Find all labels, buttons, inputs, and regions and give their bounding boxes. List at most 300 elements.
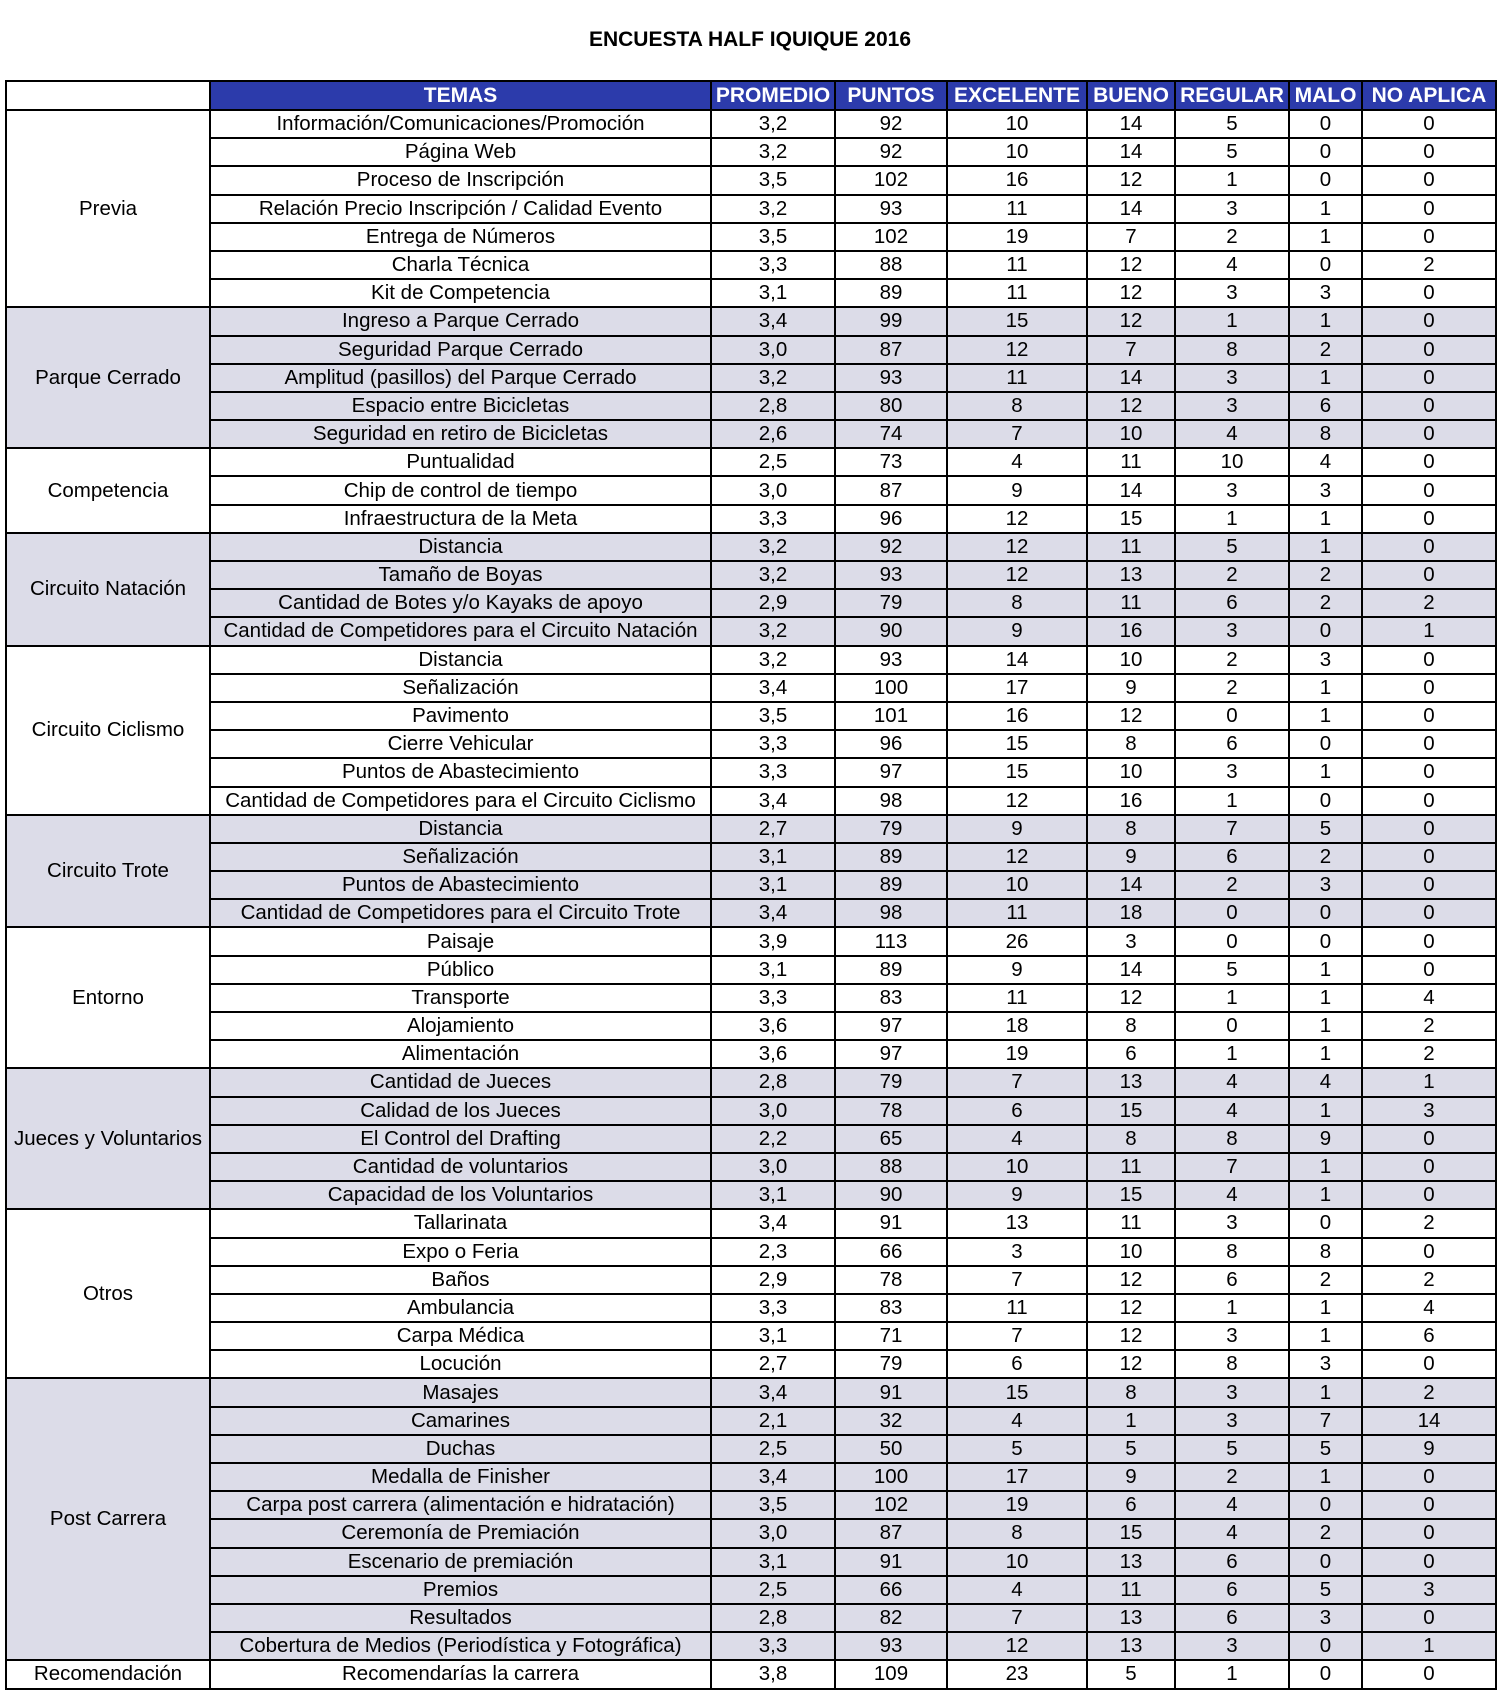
- excelente-cell: 8: [947, 392, 1087, 420]
- tema-cell: Cantidad de voluntarios: [210, 1153, 711, 1181]
- bueno-cell: 8: [1087, 815, 1175, 843]
- promedio-cell: 3,5: [711, 223, 835, 251]
- table-row: [6, 815, 1496, 843]
- tema-cell: Información/Comunicaciones/Promoción: [210, 110, 711, 138]
- table-row: [6, 138, 1496, 166]
- promedio-cell: 3,2: [711, 646, 835, 674]
- tema-cell: Cierre Vehicular: [210, 730, 711, 758]
- malo-cell: 1: [1289, 1012, 1362, 1040]
- no-aplica-cell: 0: [1362, 1350, 1496, 1378]
- puntos-cell: 100: [835, 1463, 947, 1491]
- regular-cell: 4: [1175, 251, 1289, 279]
- bueno-cell: 14: [1087, 110, 1175, 138]
- excelente-cell: 5: [947, 1435, 1087, 1463]
- puntos-cell: 89: [835, 871, 947, 899]
- tema-cell: Carpa post carrera (alimentación e hidratación): [210, 1491, 711, 1519]
- malo-cell: 0: [1289, 251, 1362, 279]
- excelente-cell: 19: [947, 1491, 1087, 1519]
- no-aplica-cell: 0: [1362, 448, 1496, 476]
- puntos-cell: 96: [835, 505, 947, 533]
- regular-cell: 0: [1175, 899, 1289, 927]
- regular-cell: 6: [1175, 589, 1289, 617]
- tema-cell: Duchas: [210, 1435, 711, 1463]
- no-aplica-cell: 2: [1362, 1378, 1496, 1406]
- regular-cell: 3: [1175, 476, 1289, 504]
- no-aplica-cell: 0: [1362, 476, 1496, 504]
- promedio-cell: 3,1: [711, 843, 835, 871]
- puntos-cell: 100: [835, 674, 947, 702]
- tema-cell: Puntualidad: [210, 448, 711, 476]
- excelente-cell: 12: [947, 1632, 1087, 1660]
- promedio-cell: 3,4: [711, 307, 835, 335]
- table-row: [6, 1012, 1496, 1040]
- bueno-cell: 8: [1087, 1378, 1175, 1406]
- malo-cell: 0: [1289, 1209, 1362, 1237]
- regular-cell: 1: [1175, 166, 1289, 194]
- table-row: [6, 561, 1496, 589]
- no-aplica-cell: 2: [1362, 251, 1496, 279]
- no-aplica-cell: 0: [1362, 1519, 1496, 1547]
- tema-cell: Amplitud (pasillos) del Parque Cerrado: [210, 364, 711, 392]
- regular-cell: 2: [1175, 646, 1289, 674]
- puntos-cell: 92: [835, 533, 947, 561]
- malo-cell: 1: [1289, 1378, 1362, 1406]
- bueno-cell: 1: [1087, 1407, 1175, 1435]
- tema-cell: Señalización: [210, 843, 711, 871]
- excelente-cell: 17: [947, 1463, 1087, 1491]
- promedio-cell: 2,8: [711, 392, 835, 420]
- tema-cell: Infraestructura de la Meta: [210, 505, 711, 533]
- table-row: [6, 1350, 1496, 1378]
- excelente-cell: 7: [947, 1604, 1087, 1632]
- puntos-cell: 78: [835, 1266, 947, 1294]
- promedio-cell: 2,3: [711, 1238, 835, 1266]
- malo-cell: 5: [1289, 1435, 1362, 1463]
- malo-cell: 0: [1289, 1632, 1362, 1660]
- table-row: [6, 1209, 1496, 1237]
- bueno-cell: 7: [1087, 223, 1175, 251]
- promedio-cell: 3,3: [711, 1294, 835, 1322]
- excelente-cell: 19: [947, 1040, 1087, 1068]
- promedio-cell: 3,0: [711, 476, 835, 504]
- table-row: [6, 646, 1496, 674]
- malo-cell: 1: [1289, 364, 1362, 392]
- excelente-cell: 8: [947, 589, 1087, 617]
- no-aplica-cell: 2: [1362, 1012, 1496, 1040]
- regular-cell: 4: [1175, 1491, 1289, 1519]
- promedio-cell: 3,2: [711, 561, 835, 589]
- promedio-cell: 3,3: [711, 251, 835, 279]
- no-aplica-cell: 0: [1362, 420, 1496, 448]
- puntos-cell: 90: [835, 1181, 947, 1209]
- regular-cell: 6: [1175, 1576, 1289, 1604]
- bueno-cell: 12: [1087, 251, 1175, 279]
- puntos-cell: 78: [835, 1097, 947, 1125]
- regular-cell: 7: [1175, 1153, 1289, 1181]
- malo-cell: 8: [1289, 420, 1362, 448]
- regular-cell: 2: [1175, 561, 1289, 589]
- malo-cell: 1: [1289, 1294, 1362, 1322]
- table-row: [6, 1238, 1496, 1266]
- tema-cell: Alimentación: [210, 1040, 711, 1068]
- regular-cell: 5: [1175, 533, 1289, 561]
- malo-cell: 2: [1289, 843, 1362, 871]
- bueno-cell: 12: [1087, 392, 1175, 420]
- tema-cell: Locución: [210, 1350, 711, 1378]
- excelente-cell: 4: [947, 1125, 1087, 1153]
- promedio-cell: 3,4: [711, 1378, 835, 1406]
- no-aplica-cell: 0: [1362, 307, 1496, 335]
- excelente-cell: 18: [947, 1012, 1087, 1040]
- regular-cell: 6: [1175, 1604, 1289, 1632]
- tema-cell: Proceso de Inscripción: [210, 166, 711, 194]
- malo-cell: 0: [1289, 110, 1362, 138]
- tema-cell: Seguridad Parque Cerrado: [210, 336, 711, 364]
- header-category: [6, 81, 210, 110]
- excelente-cell: 8: [947, 1519, 1087, 1547]
- malo-cell: 0: [1289, 787, 1362, 815]
- puntos-cell: 102: [835, 166, 947, 194]
- tema-cell: Calidad de los Jueces: [210, 1097, 711, 1125]
- malo-cell: 3: [1289, 646, 1362, 674]
- no-aplica-cell: 0: [1362, 223, 1496, 251]
- puntos-cell: 91: [835, 1378, 947, 1406]
- promedio-cell: 3,2: [711, 110, 835, 138]
- regular-cell: 3: [1175, 279, 1289, 307]
- malo-cell: 1: [1289, 307, 1362, 335]
- malo-cell: 1: [1289, 674, 1362, 702]
- excelente-cell: 10: [947, 110, 1087, 138]
- excelente-cell: 11: [947, 279, 1087, 307]
- table-row: [6, 730, 1496, 758]
- excelente-cell: 4: [947, 448, 1087, 476]
- puntos-cell: 101: [835, 702, 947, 730]
- no-aplica-cell: 0: [1362, 1660, 1496, 1688]
- malo-cell: 0: [1289, 730, 1362, 758]
- puntos-cell: 97: [835, 1040, 947, 1068]
- bueno-cell: 3: [1087, 927, 1175, 955]
- tema-cell: Cantidad de Competidores para el Circuito Natación: [210, 617, 711, 645]
- malo-cell: 3: [1289, 279, 1362, 307]
- regular-cell: 3: [1175, 1209, 1289, 1237]
- promedio-cell: 3,4: [711, 899, 835, 927]
- excelente-cell: 3: [947, 1238, 1087, 1266]
- no-aplica-cell: 2: [1362, 1040, 1496, 1068]
- table-row: [6, 871, 1496, 899]
- table-row: [6, 1322, 1496, 1350]
- no-aplica-cell: 4: [1362, 1294, 1496, 1322]
- regular-cell: 1: [1175, 505, 1289, 533]
- regular-cell: 0: [1175, 927, 1289, 955]
- promedio-cell: 3,2: [711, 195, 835, 223]
- puntos-cell: 102: [835, 223, 947, 251]
- excelente-cell: 11: [947, 899, 1087, 927]
- promedio-cell: 3,5: [711, 166, 835, 194]
- malo-cell: 6: [1289, 392, 1362, 420]
- bueno-cell: 11: [1087, 1576, 1175, 1604]
- excelente-cell: 4: [947, 1576, 1087, 1604]
- excelente-cell: 11: [947, 195, 1087, 223]
- promedio-cell: 3,0: [711, 1519, 835, 1547]
- table-row: [6, 1463, 1496, 1491]
- table-row: [6, 195, 1496, 223]
- no-aplica-cell: 0: [1362, 1125, 1496, 1153]
- excelente-cell: 11: [947, 364, 1087, 392]
- puntos-cell: 96: [835, 730, 947, 758]
- malo-cell: 2: [1289, 1266, 1362, 1294]
- promedio-cell: 2,5: [711, 1576, 835, 1604]
- regular-cell: 1: [1175, 1294, 1289, 1322]
- malo-cell: 1: [1289, 1463, 1362, 1491]
- malo-cell: 0: [1289, 927, 1362, 955]
- promedio-cell: 2,1: [711, 1407, 835, 1435]
- excelente-cell: 17: [947, 674, 1087, 702]
- regular-cell: 5: [1175, 956, 1289, 984]
- no-aplica-cell: 2: [1362, 589, 1496, 617]
- puntos-cell: 87: [835, 336, 947, 364]
- bueno-cell: 15: [1087, 1519, 1175, 1547]
- regular-cell: 8: [1175, 1125, 1289, 1153]
- malo-cell: 3: [1289, 476, 1362, 504]
- tema-cell: Distancia: [210, 815, 711, 843]
- no-aplica-cell: 0: [1362, 646, 1496, 674]
- puntos-cell: 74: [835, 420, 947, 448]
- no-aplica-cell: 0: [1362, 533, 1496, 561]
- promedio-cell: 3,1: [711, 956, 835, 984]
- malo-cell: 3: [1289, 871, 1362, 899]
- excelente-cell: 9: [947, 815, 1087, 843]
- bueno-cell: 12: [1087, 702, 1175, 730]
- promedio-cell: 3,2: [711, 533, 835, 561]
- puntos-cell: 88: [835, 251, 947, 279]
- promedio-cell: 2,6: [711, 420, 835, 448]
- tema-cell: Ingreso a Parque Cerrado: [210, 307, 711, 335]
- no-aplica-cell: 0: [1362, 561, 1496, 589]
- puntos-cell: 93: [835, 364, 947, 392]
- promedio-cell: 3,3: [711, 505, 835, 533]
- puntos-cell: 79: [835, 1350, 947, 1378]
- no-aplica-cell: 4: [1362, 984, 1496, 1012]
- bueno-cell: 13: [1087, 1632, 1175, 1660]
- puntos-cell: 91: [835, 1548, 947, 1576]
- tema-cell: Ambulancia: [210, 1294, 711, 1322]
- bueno-cell: 13: [1087, 1548, 1175, 1576]
- promedio-cell: 3,6: [711, 1040, 835, 1068]
- puntos-cell: 83: [835, 1294, 947, 1322]
- bueno-cell: 9: [1087, 843, 1175, 871]
- regular-cell: 4: [1175, 1068, 1289, 1096]
- puntos-cell: 50: [835, 1435, 947, 1463]
- table-row: [6, 1491, 1496, 1519]
- promedio-cell: 3,1: [711, 1181, 835, 1209]
- malo-cell: 1: [1289, 223, 1362, 251]
- regular-cell: 2: [1175, 871, 1289, 899]
- tema-cell: Puntos de Abastecimiento: [210, 871, 711, 899]
- promedio-cell: 3,4: [711, 674, 835, 702]
- regular-cell: 6: [1175, 730, 1289, 758]
- table-row: [6, 223, 1496, 251]
- excelente-cell: 14: [947, 646, 1087, 674]
- category-label: Recomendación: [6, 1660, 210, 1688]
- bueno-cell: 11: [1087, 1153, 1175, 1181]
- promedio-cell: 3,5: [711, 1491, 835, 1519]
- excelente-cell: 16: [947, 166, 1087, 194]
- bueno-cell: 11: [1087, 448, 1175, 476]
- tema-cell: Seguridad en retiro de Bicicletas: [210, 420, 711, 448]
- regular-cell: 1: [1175, 307, 1289, 335]
- tema-cell: Baños: [210, 1266, 711, 1294]
- excelente-cell: 9: [947, 617, 1087, 645]
- malo-cell: 5: [1289, 815, 1362, 843]
- regular-cell: 3: [1175, 758, 1289, 786]
- no-aplica-cell: 0: [1362, 758, 1496, 786]
- bueno-cell: 15: [1087, 1097, 1175, 1125]
- regular-cell: 3: [1175, 617, 1289, 645]
- excelente-cell: 10: [947, 138, 1087, 166]
- puntos-cell: 65: [835, 1125, 947, 1153]
- malo-cell: 1: [1289, 984, 1362, 1012]
- excelente-cell: 19: [947, 223, 1087, 251]
- category-label: Otros: [6, 1209, 210, 1378]
- puntos-cell: 89: [835, 843, 947, 871]
- excelente-cell: 7: [947, 1068, 1087, 1096]
- tema-cell: Escenario de premiación: [210, 1548, 711, 1576]
- promedio-cell: 3,1: [711, 1322, 835, 1350]
- excelente-cell: 11: [947, 984, 1087, 1012]
- table-row: [6, 1125, 1496, 1153]
- tema-cell: Puntos de Abastecimiento: [210, 758, 711, 786]
- regular-cell: 3: [1175, 1322, 1289, 1350]
- regular-cell: 6: [1175, 1266, 1289, 1294]
- bueno-cell: 7: [1087, 336, 1175, 364]
- table-row: [6, 364, 1496, 392]
- malo-cell: 3: [1289, 1604, 1362, 1632]
- survey-body: [6, 110, 1496, 1689]
- regular-cell: 8: [1175, 1350, 1289, 1378]
- excelente-cell: 12: [947, 843, 1087, 871]
- regular-cell: 3: [1175, 195, 1289, 223]
- puntos-cell: 66: [835, 1576, 947, 1604]
- puntos-cell: 98: [835, 787, 947, 815]
- table-row: [6, 1040, 1496, 1068]
- puntos-cell: 97: [835, 758, 947, 786]
- no-aplica-cell: 0: [1362, 730, 1496, 758]
- bueno-cell: 5: [1087, 1435, 1175, 1463]
- excelente-cell: 23: [947, 1660, 1087, 1688]
- promedio-cell: 3,3: [711, 984, 835, 1012]
- category-label: Entorno: [6, 927, 210, 1068]
- promedio-cell: 3,2: [711, 364, 835, 392]
- table-row: [6, 674, 1496, 702]
- no-aplica-cell: 0: [1362, 674, 1496, 702]
- tema-cell: Cantidad de Competidores para el Circuito Ciclismo: [210, 787, 711, 815]
- regular-cell: 5: [1175, 110, 1289, 138]
- bueno-cell: 14: [1087, 364, 1175, 392]
- puntos-cell: 89: [835, 956, 947, 984]
- malo-cell: 1: [1289, 1040, 1362, 1068]
- category-label: Post Carrera: [6, 1378, 210, 1660]
- bueno-cell: 16: [1087, 787, 1175, 815]
- no-aplica-cell: 1: [1362, 617, 1496, 645]
- bueno-cell: 14: [1087, 138, 1175, 166]
- category-label: Parque Cerrado: [6, 307, 210, 448]
- tema-cell: Espacio entre Bicicletas: [210, 392, 711, 420]
- tema-cell: Resultados: [210, 1604, 711, 1632]
- promedio-cell: 3,1: [711, 871, 835, 899]
- bueno-cell: 14: [1087, 871, 1175, 899]
- malo-cell: 2: [1289, 561, 1362, 589]
- tema-cell: Chip de control de tiempo: [210, 476, 711, 504]
- regular-cell: 4: [1175, 1181, 1289, 1209]
- table-row: [6, 589, 1496, 617]
- puntos-cell: 93: [835, 646, 947, 674]
- page-title: ENCUESTA HALF IQUIQUE 2016: [588, 28, 912, 51]
- table-row: [6, 758, 1496, 786]
- puntos-cell: 91: [835, 1209, 947, 1237]
- bueno-cell: 10: [1087, 758, 1175, 786]
- no-aplica-cell: 0: [1362, 1181, 1496, 1209]
- promedio-cell: 3,0: [711, 336, 835, 364]
- table-row: [6, 617, 1496, 645]
- no-aplica-cell: 0: [1362, 843, 1496, 871]
- no-aplica-cell: 0: [1362, 1238, 1496, 1266]
- category-label: Previa: [6, 110, 210, 307]
- regular-cell: 1: [1175, 984, 1289, 1012]
- table-row: [6, 1266, 1496, 1294]
- table-row: [6, 505, 1496, 533]
- puntos-cell: 82: [835, 1604, 947, 1632]
- table-row: [6, 702, 1496, 730]
- no-aplica-cell: 0: [1362, 956, 1496, 984]
- regular-cell: 3: [1175, 392, 1289, 420]
- malo-cell: 5: [1289, 1576, 1362, 1604]
- regular-cell: 4: [1175, 420, 1289, 448]
- malo-cell: 1: [1289, 1097, 1362, 1125]
- table-row: [6, 110, 1496, 138]
- bueno-cell: 14: [1087, 956, 1175, 984]
- malo-cell: 1: [1289, 533, 1362, 561]
- tema-cell: Kit de Competencia: [210, 279, 711, 307]
- puntos-cell: 113: [835, 927, 947, 955]
- bueno-cell: 12: [1087, 1294, 1175, 1322]
- puntos-cell: 93: [835, 195, 947, 223]
- no-aplica-cell: 0: [1362, 927, 1496, 955]
- tema-cell: Medalla de Finisher: [210, 1463, 711, 1491]
- no-aplica-cell: 0: [1362, 702, 1496, 730]
- no-aplica-cell: 9: [1362, 1435, 1496, 1463]
- bueno-cell: 12: [1087, 1266, 1175, 1294]
- promedio-cell: 2,9: [711, 1266, 835, 1294]
- regular-cell: 5: [1175, 138, 1289, 166]
- no-aplica-cell: 0: [1362, 899, 1496, 927]
- no-aplica-cell: 0: [1362, 505, 1496, 533]
- bueno-cell: 8: [1087, 730, 1175, 758]
- puntos-cell: 87: [835, 476, 947, 504]
- puntos-cell: 88: [835, 1153, 947, 1181]
- puntos-cell: 99: [835, 307, 947, 335]
- excelente-cell: 13: [947, 1209, 1087, 1237]
- table-row: [6, 956, 1496, 984]
- regular-cell: 8: [1175, 336, 1289, 364]
- regular-cell: 2: [1175, 1463, 1289, 1491]
- malo-cell: 7: [1289, 1407, 1362, 1435]
- tema-cell: Distancia: [210, 646, 711, 674]
- table-row: [6, 476, 1496, 504]
- excelente-cell: 12: [947, 336, 1087, 364]
- excelente-cell: 6: [947, 1097, 1087, 1125]
- puntos-cell: 92: [835, 110, 947, 138]
- promedio-cell: 3,1: [711, 1548, 835, 1576]
